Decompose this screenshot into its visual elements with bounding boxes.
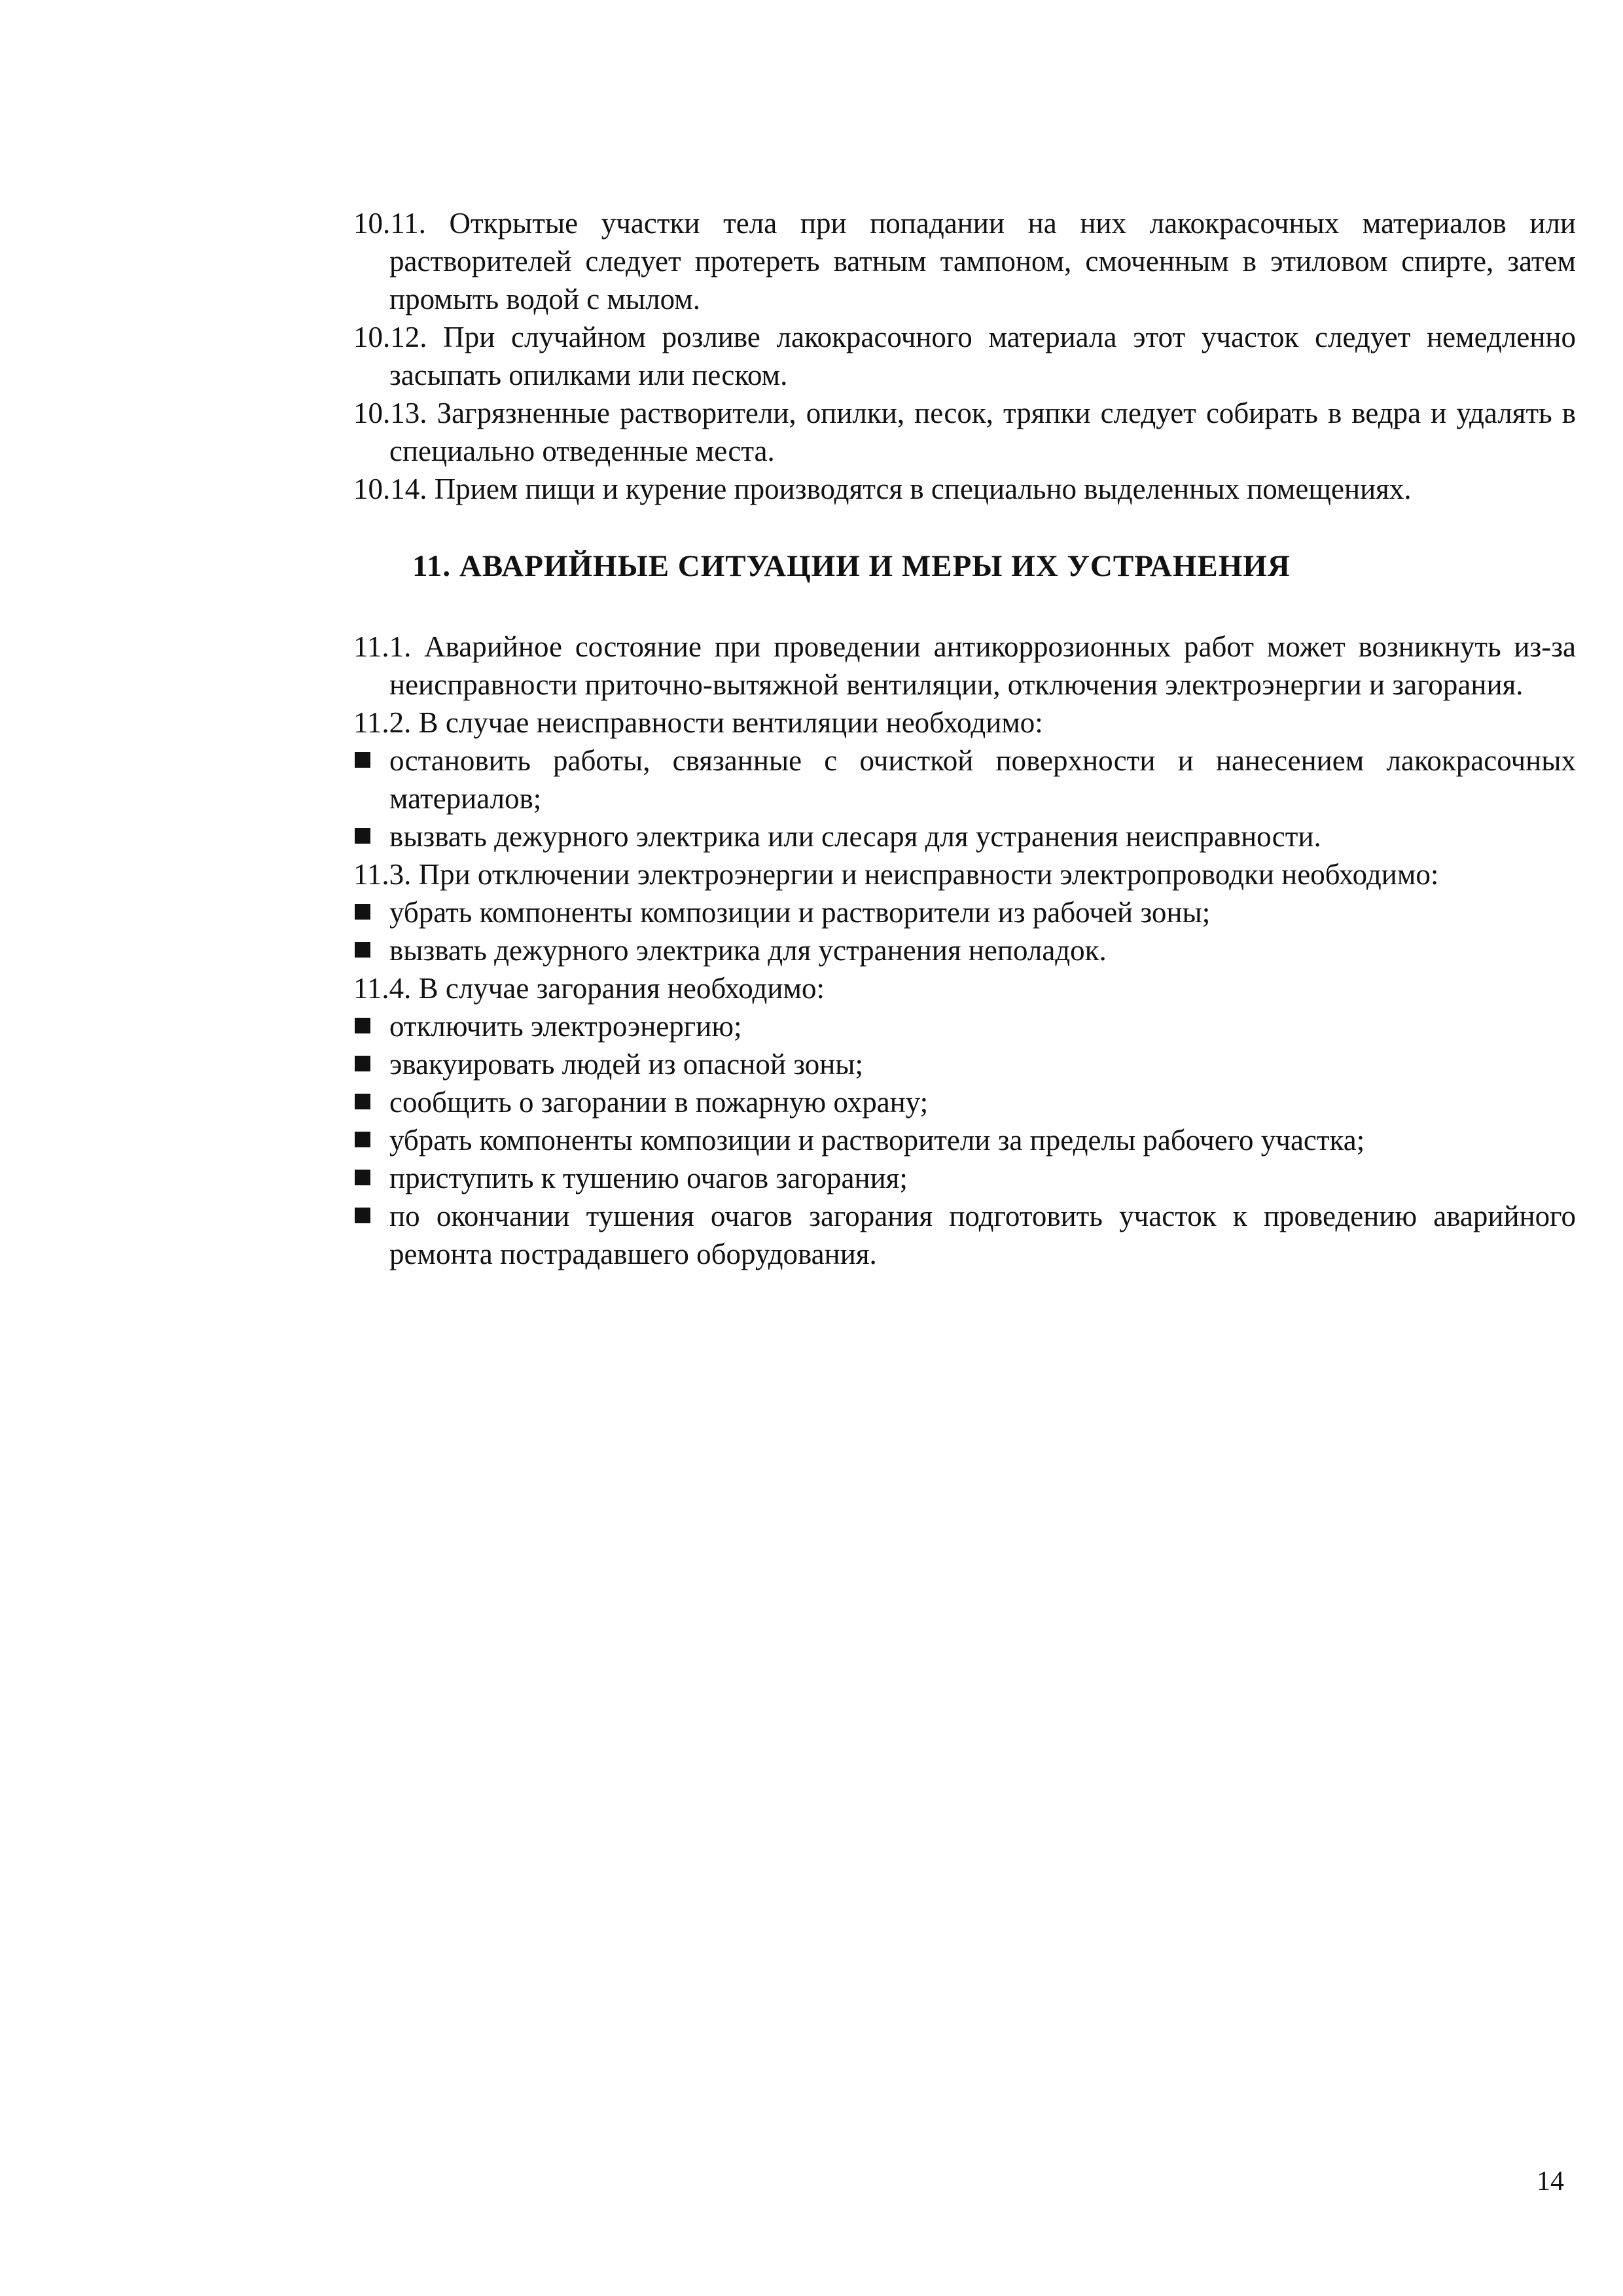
square-bullet-icon [355,1170,370,1185]
list-item [353,1045,1576,1083]
list-item [353,931,1576,969]
page-content [353,204,1576,1273]
square-bullet-icon [355,828,370,844]
square-bullet-icon [355,904,370,920]
list-item [353,1007,1576,1045]
list-item-text: приступить к тушению очагов загорания; [389,1162,908,1194]
clause-11-2: 11.2. В случае неисправности вентиляции необходимо: [353,706,1043,739]
clause-10-13: 10.13. Загрязненные растворители, опилки, песок, тряпки следует собирать в ведра и удалять в специально отведенные места. [353,397,1576,467]
section-11-heading: 11. АВАРИЙНЫЕ СИТУАЦИИ И МЕРЫ ИХ УСТРАНЕНИЯ [412,549,1291,583]
list-item-text: остановить работы, связанные с очисткой поверхности и нанесением лакокрасочных материалов; [389,744,1576,815]
page-number: 14 [1537,2166,1564,2197]
list-item-text: сообщить о загорании в пожарную охрану; [389,1086,929,1119]
list-item-text: убрать компоненты композиции и растворители из рабочей зоны; [389,896,1211,929]
clause-11-1: 11.1. Аварийное состояние при проведении антикоррозионных работ может возникнуть из-за неисправности приточно-вытяжной вентиляции, отключения электроэнергии и загорания. [353,630,1576,701]
list-item [353,1159,1576,1197]
clause-10-14: 10.14. Прием пищи и курение производятся в специально выделенных помещениях. [353,473,1412,505]
square-bullet-icon [355,1056,370,1071]
list-item-text: убрать компоненты композиции и растворители за пределы рабочего участка; [389,1124,1365,1157]
list-item [353,1197,1576,1273]
clause-10-12: 10.12. При случайном розливе лакокрасочного материала этот участок следует немедленно засыпать опилками или песком. [353,321,1576,391]
list-item [353,742,1576,817]
clause-11-3: 11.3. При отключении электроэнергии и неисправности электропроводки необходимо: [353,858,1439,891]
list-item-text: эвакуировать людей из опасной зоны; [389,1048,864,1081]
list-item [353,1083,1576,1121]
list-item [353,893,1576,931]
clause-10-11: 10.11. Открытые участки тела при попадании на них лакокрасочных материалов или растворителей следует протереть ватным тампоном, смоченным в этиловом спирте, затем промыть водой с мылом. [353,207,1576,315]
square-bullet-icon [355,1132,370,1147]
square-bullet-icon [355,1018,370,1033]
list-item-text: отключить электроэнергию; [389,1010,742,1043]
list-item-text: вызвать дежурного электрика для устранения неполадок. [389,934,1107,967]
square-bullet-icon [355,1094,370,1109]
square-bullet-icon [355,1208,370,1223]
clause-11-4: 11.4. В случае загорания необходимо: [353,972,825,1005]
list-item [353,1121,1576,1159]
square-bullet-icon [355,752,370,768]
list-item-text: вызвать дежурного электрика или слесаря для устранения неисправности. [389,820,1321,853]
square-bullet-icon [355,942,370,958]
list-item [353,817,1576,855]
list-item-text: по окончании тушения очагов загорания подготовить участок к проведению аварийного ремонта пострадавшего оборудования. [389,1200,1576,1270]
